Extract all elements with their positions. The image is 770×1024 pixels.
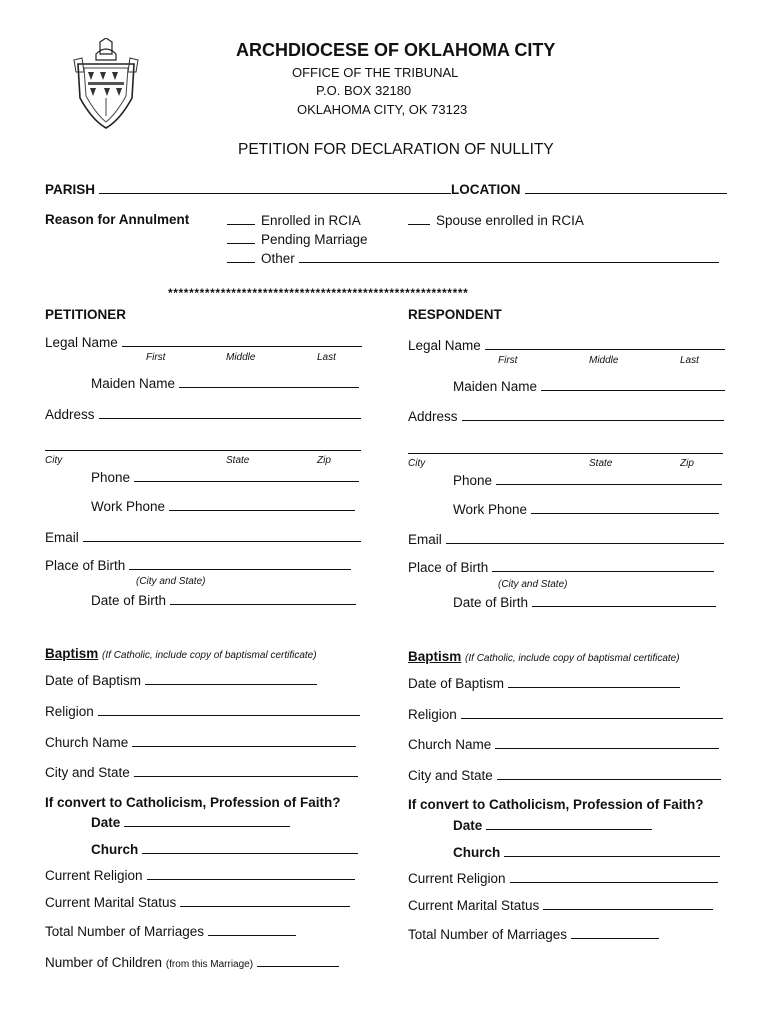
state-caption: State xyxy=(589,458,613,469)
last-caption: Last xyxy=(317,352,336,363)
petitioner-pob-field[interactable]: Place of Birth xyxy=(45,557,351,573)
respondent-religion-field[interactable]: Religion xyxy=(408,706,723,722)
petitioner-date-baptism-field[interactable]: Date of Baptism xyxy=(45,672,317,688)
petitioner-church-name-field[interactable]: Church Name xyxy=(45,734,356,750)
first-caption: First xyxy=(498,355,518,366)
petitioner-work-phone-field[interactable]: Work Phone xyxy=(91,498,355,514)
petitioner-baptism-heading: Baptism (If Catholic, include copy of baptismal certificate) xyxy=(45,646,317,661)
parish-label: PARISH xyxy=(45,182,96,197)
respondent-work-phone-field[interactable]: Work Phone xyxy=(453,501,719,517)
petitioner-legal-name-field[interactable]: Legal Name xyxy=(45,334,362,350)
respondent-city-state-field[interactable]: City and State xyxy=(408,767,721,783)
respondent-date-baptism-field[interactable]: Date of Baptism xyxy=(408,675,680,691)
petitioner-email-field[interactable]: Email xyxy=(45,529,361,545)
respondent-current-religion-field[interactable]: Current Religion xyxy=(408,870,718,886)
petitioner-marriages-field[interactable]: Total Number of Marriages xyxy=(45,923,296,939)
state-caption: State xyxy=(226,455,250,466)
option-pending-marriage[interactable]: Pending Marriage xyxy=(227,231,368,247)
city-caption: City xyxy=(408,458,426,469)
respondent-email-field[interactable]: Email xyxy=(408,531,724,547)
respondent-pob-field[interactable]: Place of Birth xyxy=(408,559,714,575)
middle-caption: Middle xyxy=(226,352,256,363)
respondent-maiden-name-field[interactable]: Maiden Name xyxy=(453,378,725,394)
respondent-legal-name-field[interactable]: Legal Name xyxy=(408,337,725,353)
city-state-caption: (City and State) xyxy=(498,579,568,590)
petitioner-address-line2[interactable] xyxy=(45,450,361,451)
respondent-dob-field[interactable]: Date of Birth xyxy=(453,594,716,610)
respondent-marriages-field[interactable]: Total Number of Marriages xyxy=(408,926,659,942)
option-spouse-rcia[interactable]: Spouse enrolled in RCIA xyxy=(408,212,584,228)
zip-caption: Zip xyxy=(317,455,331,466)
parish-field[interactable] xyxy=(45,181,727,197)
petitioner-phone-field[interactable]: Phone xyxy=(91,469,359,485)
option-other[interactable]: Other xyxy=(227,250,719,266)
petitioner-address-field[interactable]: Address xyxy=(45,406,361,422)
location-label: LOCATION xyxy=(451,182,521,197)
respondent-convert-label: If convert to Catholicism, Profession of Faith? xyxy=(408,797,704,812)
archdiocese-crest xyxy=(70,38,142,130)
respondent-heading: RESPONDENT xyxy=(408,307,502,322)
zip-caption: Zip xyxy=(680,458,694,469)
petitioner-marital-field[interactable]: Current Marital Status xyxy=(45,894,350,910)
separator-stars: ********************************************************* xyxy=(168,286,469,300)
respondent-baptism-heading: Baptism (If Catholic, include copy of baptismal certificate) xyxy=(408,649,680,664)
first-caption: First xyxy=(146,352,166,363)
respondent-church-name-field[interactable]: Church Name xyxy=(408,736,719,752)
petitioner-religion-field[interactable]: Religion xyxy=(45,703,360,719)
petitioner-convert-church-field[interactable]: Church xyxy=(91,841,358,857)
respondent-address-field[interactable]: Address xyxy=(408,408,724,424)
org-title: ARCHDIOCESE OF OKLAHOMA CITY xyxy=(236,40,556,60)
city-line: OKLAHOMA CITY, OK 73123 xyxy=(297,102,468,117)
petitioner-children-field[interactable]: Number of Children (from this Marriage) xyxy=(45,954,339,970)
po-box-line: P.O. BOX 32180 xyxy=(316,83,412,98)
petitioner-convert-date-field[interactable]: Date xyxy=(91,814,290,830)
reason-label: Reason for Annulment xyxy=(45,212,190,227)
respondent-marital-field[interactable]: Current Marital Status xyxy=(408,897,713,913)
petitioner-city-state-field[interactable]: City and State xyxy=(45,764,358,780)
respondent-address-line2[interactable] xyxy=(408,453,723,454)
middle-caption: Middle xyxy=(589,355,619,366)
petitioner-heading: PETITIONER xyxy=(45,307,127,322)
petitioner-current-religion-field[interactable]: Current Religion xyxy=(45,867,355,883)
respondent-convert-date-field[interactable]: Date xyxy=(453,817,652,833)
petitioner-maiden-name-field[interactable]: Maiden Name xyxy=(91,375,359,391)
respondent-phone-field[interactable]: Phone xyxy=(453,472,722,488)
option-enrolled-rcia[interactable]: Enrolled in RCIA xyxy=(227,212,361,228)
city-state-caption: (City and State) xyxy=(136,576,206,587)
petitioner-dob-field[interactable]: Date of Birth xyxy=(91,592,356,608)
city-caption: City xyxy=(45,455,63,466)
last-caption: Last xyxy=(680,355,699,366)
office-line: OFFICE OF THE TRIBUNAL xyxy=(292,65,459,80)
crest-icon xyxy=(70,38,142,130)
respondent-convert-church-field[interactable]: Church xyxy=(453,844,720,860)
form-title: PETITION FOR DECLARATION OF NULLITY xyxy=(238,141,554,158)
petitioner-convert-label: If convert to Catholicism, Profession of Faith? xyxy=(45,795,341,810)
